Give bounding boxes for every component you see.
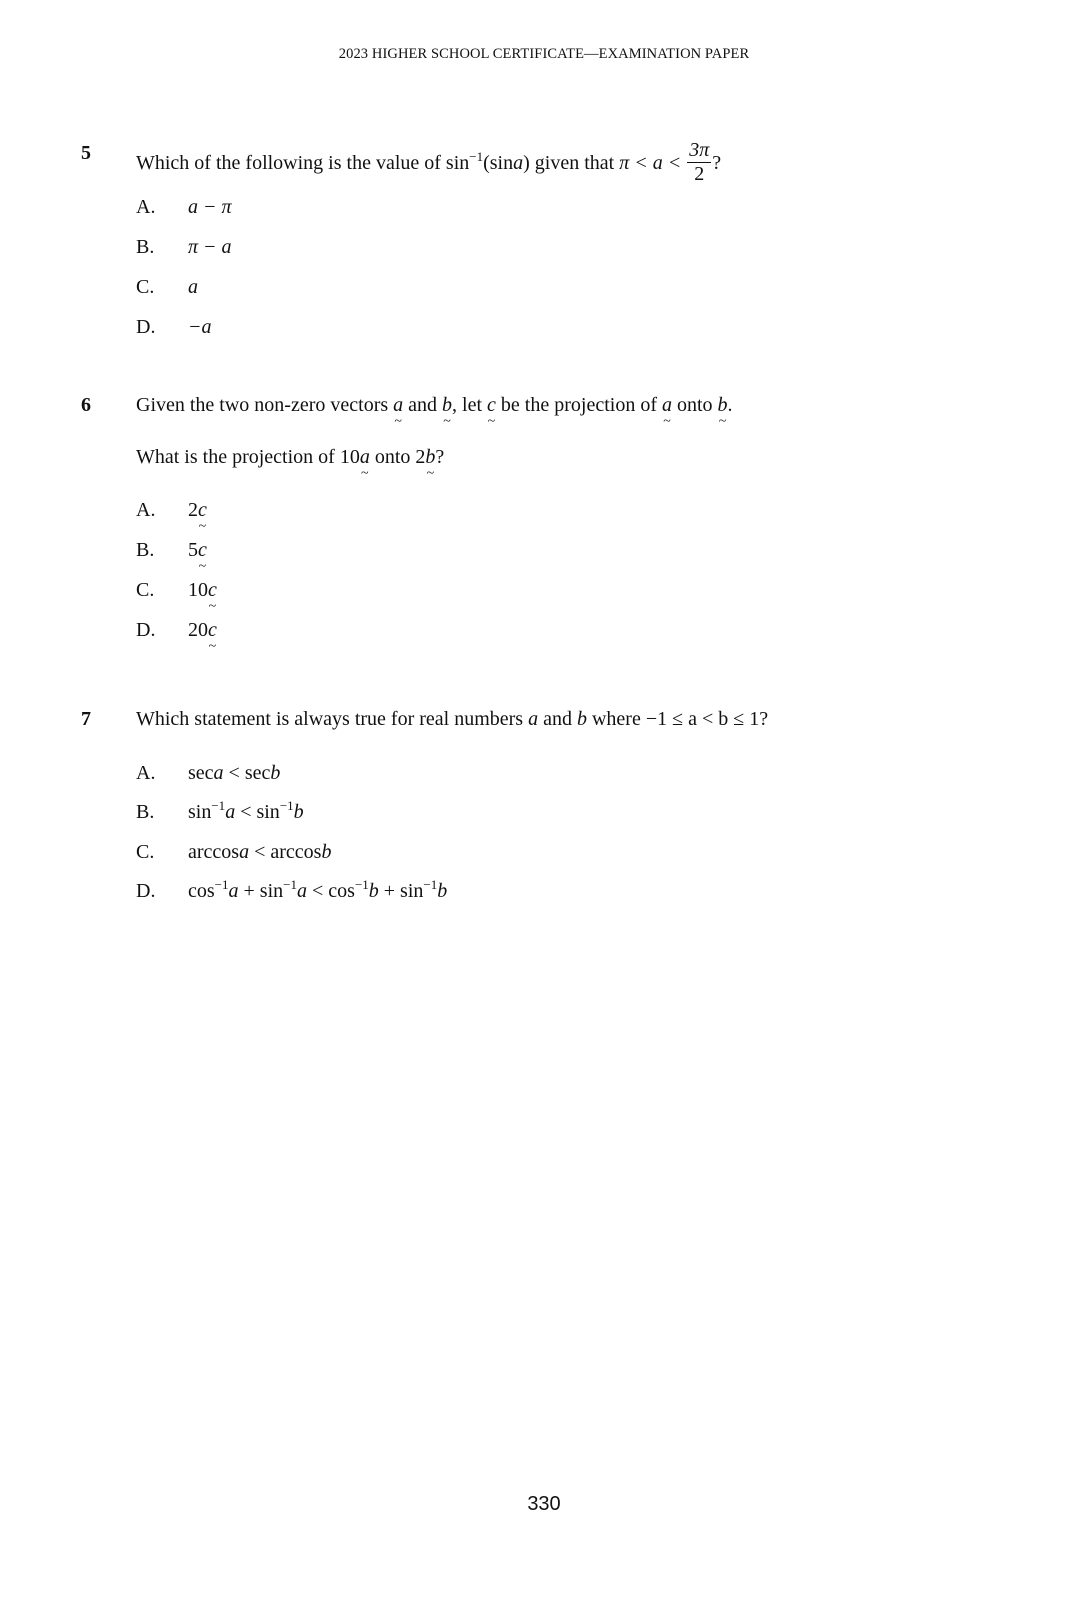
question-6-text: Given the two non-zero vectors a ~ and b ~, let c ~ be the projection of a ~ onto b ~. — [136, 394, 733, 417]
option-value: seca < secb — [188, 762, 281, 784]
option-value: $\sin^{-1}a < \sin^{-1}b$ — [188, 798, 304, 823]
option-letter: C. — [136, 841, 155, 863]
question-number-6: 6 — [81, 394, 91, 416]
option-letter: C. — [136, 579, 155, 601]
question-5-text: Which of the following is the value of $\sin^{-1}(\sin a)$ given that π < a < $\frac{3\pi}{2}$ ? — [136, 139, 722, 185]
question-6-subtext: What is the projection of 10a ~ onto 2b ~? — [136, 446, 444, 469]
option-letter: C. — [136, 276, 155, 298]
option-letter: A. — [136, 762, 156, 784]
option-letter: D. — [136, 880, 156, 902]
option-letter: B. — [136, 236, 155, 258]
option-letter: A. — [136, 196, 156, 218]
option-letter: B. — [136, 801, 155, 823]
option-value: a − π — [188, 196, 232, 218]
option-value: a — [188, 276, 198, 298]
page-number: 330 — [527, 1493, 561, 1515]
question-number-5: 5 — [81, 142, 91, 164]
option-value: arccosa < arccosb — [188, 841, 332, 863]
option-value: 10c ~ — [188, 579, 217, 602]
page-header: 2023 HIGHER SCHOOL CERTIFICATE—EXAMINATION PAPER — [338, 46, 750, 62]
option-letter: D. — [136, 619, 156, 641]
option-value: −a — [188, 316, 212, 338]
option-value: 2c ~ — [188, 499, 207, 522]
option-value: 20c ~ — [188, 619, 217, 642]
option-letter: D. — [136, 316, 156, 338]
option-value: π − a — [188, 236, 232, 258]
option-letter: A. — [136, 499, 156, 521]
fraction-3pi-over-2: $\frac{3\pi}{2}$ — [689, 139, 710, 185]
option-value: 5c ~ — [188, 539, 207, 562]
question-7-text: Which statement is always true for real numbers a and b where −1 ≤ a < b ≤ 1? — [136, 708, 769, 730]
option-letter: B. — [136, 539, 155, 561]
question-number-7: 7 — [81, 708, 91, 730]
option-value: $\cos^{-1}a + \sin^{-1}a < \cos^{-1}b + \sin^{-1}b$ — [188, 877, 448, 902]
